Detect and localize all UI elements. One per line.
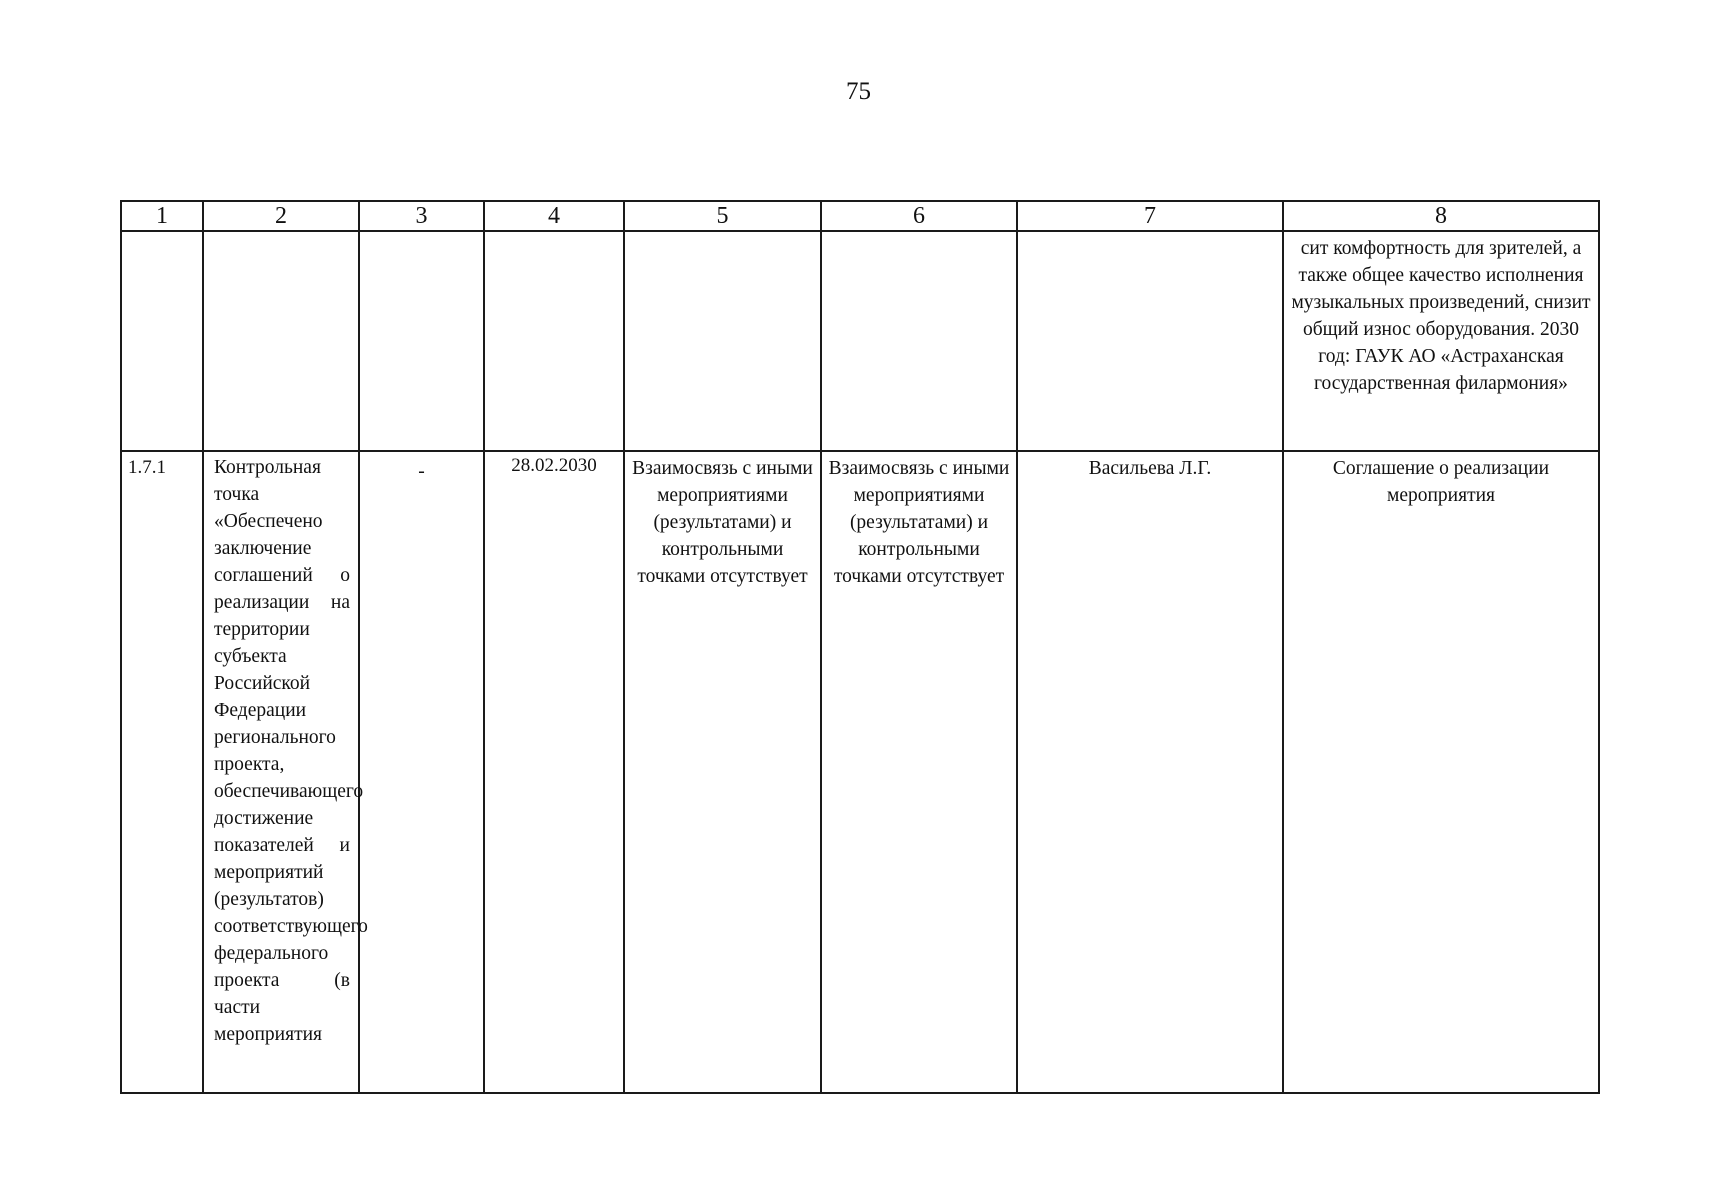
cell-date (484, 451, 624, 1093)
continuation-cell-2 (203, 231, 359, 451)
continuation-cell-6 (821, 231, 1017, 451)
header-col-4: 4 (484, 201, 624, 231)
row-date: 28.02.2030 (511, 455, 597, 476)
cell-document (1283, 451, 1599, 1093)
continuation-cell-4 (484, 231, 624, 451)
cell-number (121, 451, 203, 1093)
header-col-6: 6 (821, 201, 1017, 231)
continuation-cell-5 (624, 231, 821, 451)
continuation-row (121, 231, 1599, 451)
header-row (121, 201, 1599, 231)
cell-predecessors (624, 451, 821, 1093)
continuation-cell-3 (359, 231, 484, 451)
header-col-5: 5 (624, 201, 821, 231)
row-successors: Взаимосвязь с иными мероприятиями (результатами) и контрольными точками отсутствует (828, 458, 1010, 587)
header-col-3: 3 (359, 201, 484, 231)
continuation-cell-8 (1283, 231, 1599, 451)
page-number: 75 (846, 78, 871, 105)
row-col3-value: - (418, 461, 425, 482)
continuation-cell-7 (1017, 231, 1283, 451)
continuation-text: сит комфортность для зрителей, а также общее качество исполнения музыкальных произведений, снизит общий износ оборудования. 2030 год: ГАУК АО «Астраханская государственная филармония» (1291, 238, 1591, 394)
cell-col3 (359, 451, 484, 1093)
row-description: Контрольная точка «Обеспечено заключение соглашений о реализации на территории субъекта Российской Федерации регионального проекта, обеспечивающего достижение показателей и мероприятий (результатов) соответствующего федерального проекта (в части мероприятия (214, 457, 368, 1045)
cell-responsible (1017, 451, 1283, 1093)
row-document: Соглашение о реализации мероприятия (1332, 458, 1550, 506)
cell-successors (821, 451, 1017, 1093)
continuation-cell-1 (121, 231, 203, 451)
header-col-1: 1 (121, 201, 203, 231)
header-col-2: 2 (203, 201, 359, 231)
cell-description (203, 451, 368, 1093)
row-predecessors: Взаимосвязь с иными мероприятиями (результатами) и контрольными точками отсутствует (632, 458, 813, 587)
header-col-8: 8 (1283, 201, 1599, 231)
row-number: 1.7.1 (128, 457, 166, 478)
document-table (120, 200, 1600, 1094)
header-col-7: 7 (1017, 201, 1283, 231)
row-responsible: Васильева Л.Г. (1088, 458, 1212, 479)
table-row (121, 451, 1599, 1093)
